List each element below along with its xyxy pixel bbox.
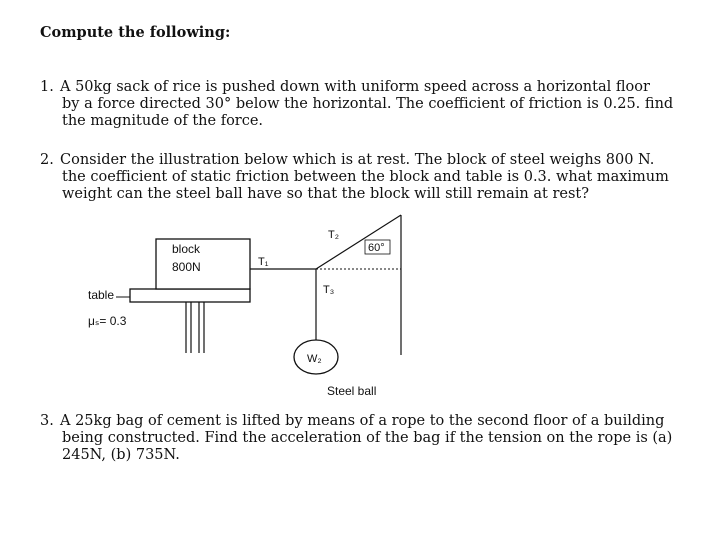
block-label: block bbox=[172, 242, 201, 256]
problem-1-number: 1. bbox=[40, 79, 54, 95]
problem-3-line-3: 245N, (b) 735N. bbox=[62, 447, 180, 463]
statics-diagram bbox=[0, 205, 720, 405]
t3-label: T₃ bbox=[323, 284, 335, 296]
ball-caption: Steel ball bbox=[327, 384, 377, 398]
problem-2-line-3: weight can the steel ball have so that the block will still remain at rest? bbox=[62, 186, 590, 202]
problem-3-number: 3. bbox=[40, 413, 54, 429]
rope-t2 bbox=[316, 215, 401, 269]
t2-label: T₂ bbox=[328, 229, 339, 241]
problem-2 bbox=[40, 152, 669, 203]
problem-1-line-3: the magnitude of the force. bbox=[62, 113, 264, 129]
steel-block bbox=[156, 239, 250, 289]
block-weight-label: 800N bbox=[172, 260, 201, 274]
problem-2-number: 2. bbox=[40, 152, 54, 168]
problem-3 bbox=[40, 413, 672, 464]
problem-1-line-1: A 50kg sack of rice is pushed down with uniform speed across a horizontal floor bbox=[60, 79, 650, 95]
problem-2-line-1: Consider the illustration below which is at rest. The block of steel weighs 800 N. bbox=[60, 152, 655, 168]
t1-label: T₁ bbox=[258, 256, 269, 268]
problem-2-line-2: the coefficient of static friction between the block and table is 0.3. what maximum bbox=[62, 169, 669, 185]
problem-1 bbox=[40, 79, 673, 130]
table-label: table bbox=[88, 288, 115, 302]
problem-3-line-1: A 25kg bag of cement is lifted by means of a rope to the second floor of a building bbox=[60, 413, 665, 429]
weight-label: W₂ bbox=[307, 353, 322, 365]
angle-label: 60° bbox=[368, 242, 385, 254]
page-heading: Compute the following: bbox=[40, 24, 231, 41]
problem-3-line-2: being constructed. Find the acceleration of the bag if the tension on the rope is (a) bbox=[62, 430, 673, 446]
mu-label: μₛ= 0.3 bbox=[88, 314, 127, 328]
table-top bbox=[130, 289, 250, 302]
problem-1-line-2: by a force directed 30° below the horizontal. The coefficient of friction is 0.25. find bbox=[62, 96, 674, 112]
